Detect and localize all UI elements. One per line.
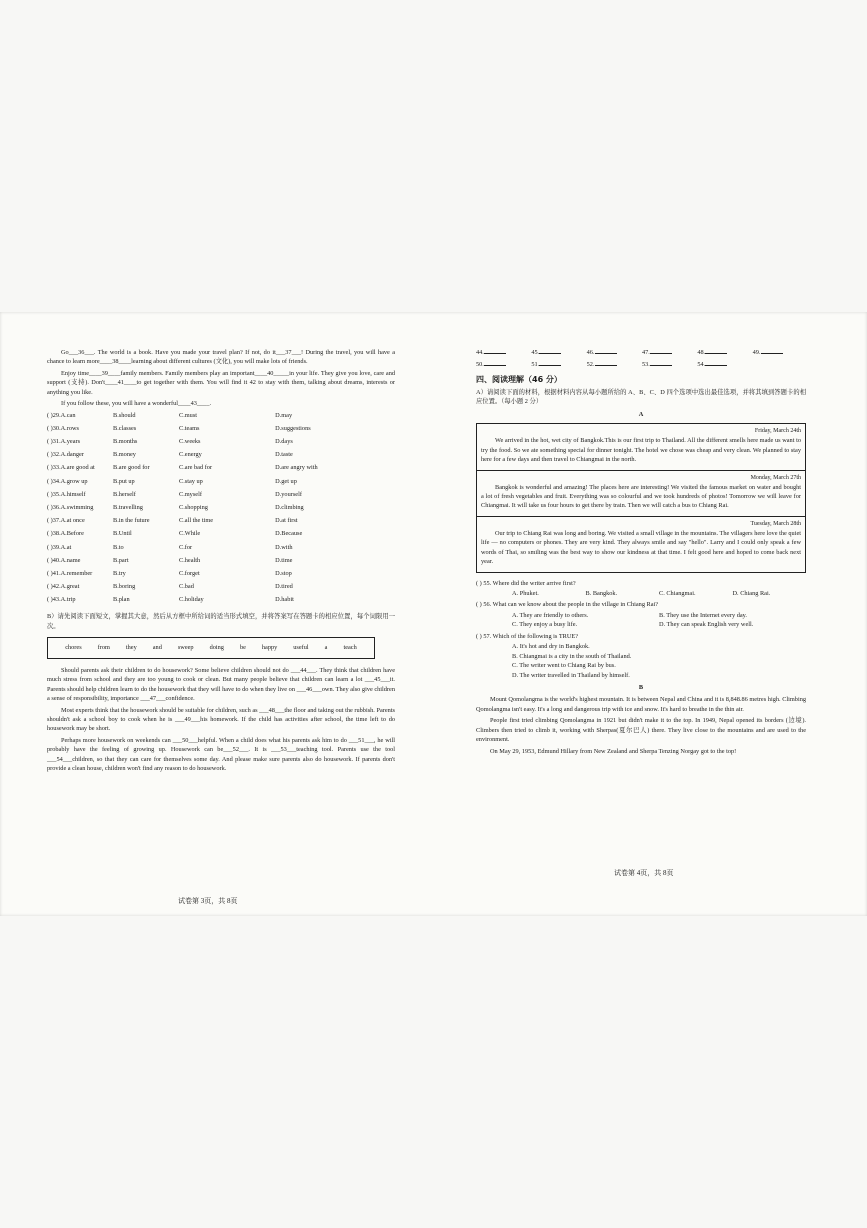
option-cell: D.get up xyxy=(275,477,297,485)
option: B. Chiangmai is a city in the south of Thailand. xyxy=(512,652,632,660)
answer-line[interactable] xyxy=(705,353,727,354)
option-cell: D.time xyxy=(275,556,293,564)
option-cell: C.shopping xyxy=(179,503,208,511)
word-box-word: doing xyxy=(209,644,224,652)
option-cell: D.with xyxy=(275,543,293,551)
passage-letter-b: B xyxy=(638,683,644,691)
word-box xyxy=(47,637,375,658)
option-cell: B.Until xyxy=(113,530,132,538)
option-cell: D.days xyxy=(275,438,293,445)
diary-date: Monday, March 27th xyxy=(750,474,801,481)
option-cell: ( )33.A.are good at xyxy=(47,464,95,472)
diary-text: Our trip to Chiang Rai was long and boring. We visited a small village in the mountains. The villagers here love the quiet life — no computers or phones. They are very kind. They always smile and say "hello". Larry and I could only speak a few words of Thai, so smiling was the best way to show our kindness at that time. I felt good here and hoped to come back next year. xyxy=(481,529,801,566)
option-cell: C.bad xyxy=(179,583,194,591)
question-57 xyxy=(476,632,806,680)
question-stem: ( ) 57. Which of the following is TRUE? xyxy=(476,632,579,640)
option: D. The writer travelled in Thailand by himself. xyxy=(512,671,630,679)
answer-number: 48. xyxy=(697,349,706,356)
option-cell: B.travelling xyxy=(113,503,143,511)
answer-blank[interactable] xyxy=(697,360,750,369)
option-cell: ( )38.A.Before xyxy=(47,530,84,538)
option-cell: B.should xyxy=(113,411,136,419)
option: B. Bangkok. xyxy=(585,590,618,597)
passage-paragraph-3: Perhaps more housework on weekends can ___50___helpful. When a child does what his parents ask him to do ___51___, he will probably have the feeling of growing up. Housework can be___52___. It is ___53___teaching tool. Parents use the tool ___54___children, so that they can care for themselves some day. And please make sure parents also do housework. If parents don't provide a clean house, children won't find any reason to do housework. xyxy=(47,736,395,773)
option-row xyxy=(47,529,395,542)
answer-number: 53. xyxy=(641,361,650,369)
option-cell: C.stay up xyxy=(179,477,203,485)
option-cell: ( )30.A.rows xyxy=(47,424,80,432)
answer-number: 49. xyxy=(752,349,761,356)
answer-blank[interactable] xyxy=(531,360,584,369)
options-table xyxy=(47,411,395,609)
option: C. Chiangmai. xyxy=(659,590,696,597)
diary-date: Tuesday, March 28th xyxy=(750,520,801,527)
cloze-paragraph-3: If you follow these, you will have a wonderful____43____. xyxy=(61,400,212,408)
option-cell: ( )43.A.trip xyxy=(47,596,76,604)
answer-blank[interactable] xyxy=(753,348,806,357)
word-box-word: a xyxy=(324,644,328,652)
option-cell: D.stop xyxy=(275,569,292,577)
option-cell: ( )41.A.remember xyxy=(47,569,93,577)
option-cell: D.taste xyxy=(275,451,293,459)
option-cell: ( )40.A.name xyxy=(47,556,81,564)
option-row xyxy=(47,437,395,450)
answer-line[interactable] xyxy=(595,365,617,366)
word-box-word: sweep xyxy=(177,644,194,652)
word-box-word: be xyxy=(239,644,246,652)
option-row xyxy=(47,569,395,582)
passage-b-paragraph-2: People first tried climbing Qomolangma in 1921 but didn't make it to the top. In 1949, Nepal opened its borders (边境). Climbers then tried to climb it, working with Sherpas(夏尔巴人) there. They live close to the mountains and are used to the environment. xyxy=(476,717,806,744)
option-cell: B.months xyxy=(113,438,138,445)
section-title: 四、阅读理解（46 分） xyxy=(476,374,562,384)
option-row xyxy=(47,477,395,490)
option-cell: B.part xyxy=(113,556,129,564)
answer-blank[interactable] xyxy=(476,348,529,357)
option-cell: C.for xyxy=(179,543,193,551)
option-cell: D.Because xyxy=(275,530,303,538)
option: D. Chiang Rai. xyxy=(732,590,771,597)
answer-blank[interactable] xyxy=(697,348,750,357)
option-row xyxy=(47,411,395,424)
part-b-instructions: B）请先阅读下面短文，掌握其大意，然后从方框中所给词的适当形式填空，并将答案写在答题卡的相应位置，每个词限用一次。 xyxy=(47,613,395,630)
option-cell: C.While xyxy=(179,530,201,538)
option-cell: D.habit xyxy=(275,596,294,604)
answer-blank[interactable] xyxy=(587,348,640,357)
option-cell: C.weeks xyxy=(179,438,201,445)
option: A. It's hot and dry in Bangkok. xyxy=(512,643,590,651)
option-row xyxy=(47,463,395,476)
option-cell: B.are good for xyxy=(113,464,150,472)
option-cell: ( )36.A.swimming xyxy=(47,503,94,511)
answer-line[interactable] xyxy=(650,365,672,366)
answer-line[interactable] xyxy=(484,353,506,354)
answer-line[interactable] xyxy=(539,353,561,354)
option-row xyxy=(47,490,395,503)
option-cell: B.boring xyxy=(113,583,136,591)
option-cell: C.health xyxy=(179,556,201,564)
option-cell: C.are bad for xyxy=(179,464,213,472)
right-page-footer: 试卷第 4页，共 8页 xyxy=(614,869,674,877)
option-cell: D.climbing xyxy=(275,503,304,511)
right-page xyxy=(476,348,806,758)
answer-blanks xyxy=(476,348,806,370)
option-cell: D.at first xyxy=(275,517,298,525)
option-cell: C.myself xyxy=(179,490,202,498)
option-row xyxy=(47,595,395,608)
word-box-word: from xyxy=(97,644,110,652)
option-row xyxy=(47,450,395,463)
option-row xyxy=(47,582,395,595)
answer-line[interactable] xyxy=(705,365,727,366)
answer-number: 46. xyxy=(586,349,595,356)
answer-blank[interactable] xyxy=(531,348,584,357)
answer-number: 51. xyxy=(531,361,540,369)
option-cell: ( )39.A.at xyxy=(47,543,72,551)
option-row xyxy=(47,424,395,437)
option: C. They enjoy a busy life. xyxy=(512,621,578,629)
passage-paragraph-1: Should parents ask their children to do housework? Some believe children should not do ___44___. They think that children have much stress from school and they are too young to cook or clean. But many people believe that children can learn a lot ___45___it. Parents should help children learn to do the housework that they will have to do when they live on ___46___own. They also give children a sense of responsibility, importance ___47___confidence. xyxy=(47,666,395,703)
answer-blank[interactable] xyxy=(642,348,695,357)
option-cell: C.holiday xyxy=(179,596,204,604)
option-cell: C.forget xyxy=(179,569,200,577)
reading-instructions: A）请阅读下面的材料，根据材料内容从每小题所给的 A、B、C、D 四个选项中选出最佳选项，并将其填到答题卡的相应位置。（每小题 2 分） xyxy=(476,388,806,406)
answer-line[interactable] xyxy=(595,353,617,354)
option-cell: B.herself xyxy=(113,490,136,498)
word-box-word: chores xyxy=(65,644,82,652)
answer-number: 52. xyxy=(586,361,595,369)
option-cell: D.may xyxy=(275,411,293,419)
option: B. They use the Internet every day. xyxy=(659,611,747,619)
word-box-word: happy xyxy=(261,644,278,652)
option-cell: B.plan xyxy=(113,596,130,604)
option-cell: C.teams xyxy=(179,424,200,432)
option: A. Phuket. xyxy=(512,590,539,597)
answer-blank[interactable] xyxy=(587,360,640,369)
option-cell: ( )34.A.grow up xyxy=(47,477,88,485)
answer-number: 44. xyxy=(476,349,484,356)
answer-line[interactable] xyxy=(761,353,783,354)
option-cell: ( )42.A.great xyxy=(47,583,80,591)
left-page xyxy=(47,348,395,776)
option-cell: ( )29.A.can xyxy=(47,411,76,419)
question-stem: ( ) 55. Where did the writer arrive first? xyxy=(476,579,576,587)
word-box-word: useful xyxy=(293,644,309,652)
answer-number: 54. xyxy=(697,361,706,369)
word-box-word: they xyxy=(125,644,137,652)
option-cell: C.all the time xyxy=(179,517,214,525)
option: A. They are friendly to others. xyxy=(512,611,589,619)
cloze-paragraph-2: Enjoy time____39____family members. Family members play an important____40_____in your life. They give you love, care and support (支持). Don't____41____to get together with them. You will find it 42 to stay with them, talking about dreams, interests or anything you like. xyxy=(47,369,395,396)
diary-entry xyxy=(477,471,805,517)
question-stem: ( ) 56. What can we know about the people in the village in Chiang Rai? xyxy=(476,601,659,609)
option-cell: ( )32.A.danger xyxy=(47,451,84,459)
option-row xyxy=(47,556,395,569)
option-cell: D.tired xyxy=(275,583,293,591)
answer-line[interactable] xyxy=(484,365,506,366)
answer-line[interactable] xyxy=(539,365,561,366)
option-cell: B.try xyxy=(113,569,126,577)
answer-blank[interactable] xyxy=(642,360,695,369)
left-page-footer: 试卷第 3页，共 8页 xyxy=(178,897,238,905)
diary-text: Bangkok is wonderful and amazing! The places here are interesting! We visited the famous market on water and bought a lot of fresh vegetables and fruit. Everything was so colourful and we took hundreds of photos! Tomorrow we will leave for Chiangmai. It will take us four hours to get there by train. Then we will catch a bus to Chiang Rai. xyxy=(481,483,801,510)
option-row xyxy=(47,503,395,516)
option-cell: D.suggestions xyxy=(275,424,311,432)
option-row xyxy=(47,543,395,556)
option-cell: ( )31.A.years xyxy=(47,438,81,445)
passage-letter-a: A xyxy=(638,410,644,418)
diary-date: Friday, March 24th xyxy=(754,428,801,435)
answer-line[interactable] xyxy=(650,353,672,354)
option-cell: B.to xyxy=(113,543,124,551)
option-cell: B.money xyxy=(113,451,136,459)
diary-text: We arrived in the hot, wet city of Bangkok.This is our first trip to Thailand. All the different smells here made us want to try the food. So we ate something special for dinner tonight. The hotel we chose was cheap and very clean. We planned to stay here for a few days and then travel to Chiangmai in the north. xyxy=(481,437,801,464)
option-cell: ( )35.A.himself xyxy=(47,490,86,498)
passage-paragraph-2: Most experts think that the housework should be suitable for children, such as ___48___the floor and taking out the rubbish. Parents shouldn't ask a school boy to cook when he is ___49___his homework. If the child has activities after school, the time left to do housework may be short. xyxy=(47,706,395,733)
question-55 xyxy=(476,579,806,599)
passage-b-paragraph-1: Mount Qomolangma is the world's highest mountain. It is between Nepal and China and it is 8,848.86 metres high. Climbing Qomolangma isn't easy. It's a long and dangerous trip with ice and snow. It's hard to breathe in the thin air. xyxy=(476,696,806,713)
word-box-word: teach xyxy=(343,644,357,652)
option: D. They can speak English very well. xyxy=(659,621,754,629)
option-cell: B.put up xyxy=(113,477,135,485)
option-cell: ( )37.A.at once xyxy=(47,517,85,525)
option-row xyxy=(47,516,395,529)
cloze-paragraph-1: Go___36___. The world is a book. Have you made your travel plan? If not, do it___37___! During the travel, you will have a chance to learn more____38____learning about different cultures (文化), you will make lots of friends. xyxy=(47,349,395,366)
answer-blank[interactable] xyxy=(476,360,529,369)
answer-number: 47. xyxy=(641,349,650,356)
answer-number: 45. xyxy=(531,349,540,356)
option-cell: D.yourself xyxy=(275,490,302,498)
option: C. The writer went to Chiang Rai by bus. xyxy=(512,662,616,670)
answer-number: 50. xyxy=(476,361,484,369)
option-cell: B.in the future xyxy=(113,517,150,525)
option-cell: D.are angry with xyxy=(275,464,318,472)
diary-entry xyxy=(477,517,805,572)
passage-b-paragraph-3: On May 29, 1953, Edmund Hillary from New Zealand and Sherpa Tenzing Norgay got to the top! xyxy=(490,747,737,755)
word-box-word: and xyxy=(152,644,162,652)
question-56 xyxy=(476,600,806,629)
option-cell: C.must xyxy=(179,411,198,419)
option-cell: C.energy xyxy=(179,451,202,459)
option-cell: B.classes xyxy=(113,424,137,432)
diary-box xyxy=(476,423,806,572)
diary-entry xyxy=(477,424,805,470)
